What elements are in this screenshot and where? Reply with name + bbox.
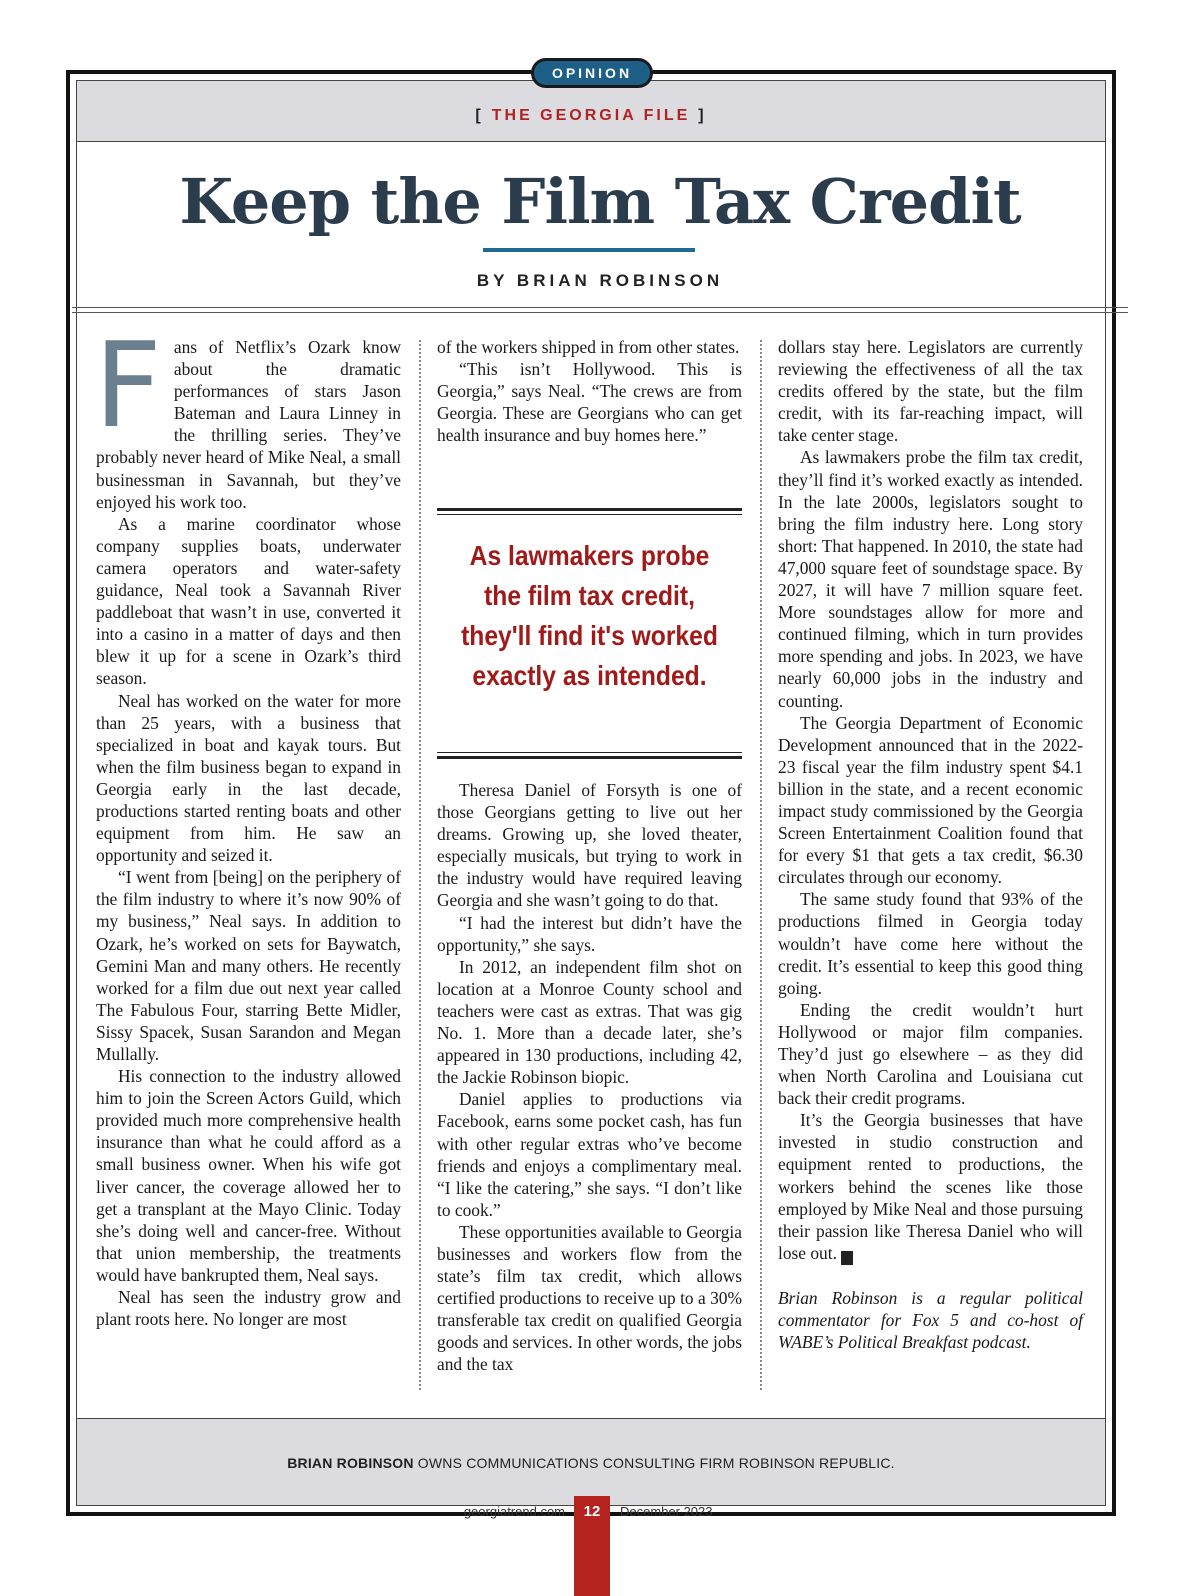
column-divider — [419, 340, 421, 1390]
section-pill: OPINION — [531, 58, 653, 88]
paragraph — [778, 1109, 1083, 1265]
paragraph: dollars stay here. Legislators are currently reviewing the effectiveness of all the tax credits offered by the state, but the film credit, with its far-reaching impact, will take center stage. — [778, 337, 1083, 446]
paragraph: In 2012, an independent film shot on location at a Monroe County school and teachers were cast as extras. That was gig No. 1. More than a decade later, she’s appeared in 130 productions, including 42, the Jackie Robinson biopic. — [437, 956, 742, 1088]
paragraph — [94, 316, 401, 513]
page-footer — [0, 1496, 1200, 1536]
footnote-name: BRIAN ROBINSON — [287, 1455, 414, 1471]
paragraph: Theresa Daniel of Forsyth is one of those Georgians getting to live out her dreams. Growing up, she loved theater, especially musicals, but trying to work in the industry would have required leaving Georgia and she wasn’t going to do that. — [437, 780, 742, 911]
headline: Keep the Film Tax Credit — [179, 165, 1021, 238]
pull-quote-bottom-rule — [437, 756, 742, 759]
paragraph-text: ans of Netflix’s Ozark know about the dramatic performances of stars Jason Bateman and Laura Linney in the thrilling series. They’ve probably never heard of Mike Neal, a small businessman in Savannah, but they’ve enjoyed his work too. — [96, 337, 401, 512]
paragraph: “This isn’t Hollywood. This is Georgia,” says Neal. “The crews are from Georgia. These are Georgians who can get health insurance and buy homes here.” — [437, 359, 742, 446]
paragraph: “I had the interest but didn’t have the opportunity,” she says. — [437, 912, 742, 955]
end-mark-icon: GT — [841, 1251, 853, 1265]
pull-quote-top-rule — [437, 508, 742, 511]
footer-date: December 2023 — [620, 1504, 713, 1519]
paragraph: The same study found that 93% of the productions filmed in Georgia today wouldn’t have come here without the credit. It’s essential to keep this good thing going. — [778, 889, 1083, 998]
paragraph: The Georgia Department of Economic Development announced that in the 2022-23 fiscal year the film industry spent $4.1 billion in the state, and a recent economic impact study commissioned by the Georgia Screen Entertainment Coalition found that for every $1 that gets a tax credit, $6.30 circulates through our economy. — [778, 712, 1083, 888]
column-1 — [94, 316, 401, 1396]
paragraph: Ending the credit wouldn’t hurt Hollywood or major film companies. They’d just go elsewhere – as they did when North Carolina and Louisiana cut back their credit programs. — [778, 999, 1083, 1109]
paragraph: Neal has seen the industry grow and plant roots here. No longer are most — [96, 1287, 401, 1330]
footer-site: georgiatrend.com — [463, 1504, 565, 1519]
footnote-band — [77, 1418, 1105, 1505]
page-number: 12 — [574, 1496, 610, 1596]
column-3 — [778, 336, 1083, 1396]
paragraph: His connection to the industry allowed him to join the Screen Actors Guild, which provided much more comprehensive health insurance than what he could afford as a small business owner. When his wife got liver cancer, the coverage allowed her to get a transplant at the Mayo Clinic. Today she’s doing well and cancer-free. Without that union membership, the treatments would have bankrupted them, Neal says. — [96, 1066, 401, 1285]
footnote-text: OWNS COMMUNICATIONS CONSULTING FIRM ROBINSON REPUBLIC. — [417, 1455, 895, 1471]
author-bio: Brian Robinson is a regular political commentator for Fox 5 and co-host of WABE’s Political Breakfast podcast. — [778, 1287, 1083, 1353]
paragraph: As a marine coordinator whose company supplies boats, underwater camera operators and water-safety guidance, Neal took a Savannah River paddleboat that wasn’t in use, converted it into a casino in a matter of days and then blew it up for a scene in Ozark’s third season. — [96, 513, 401, 689]
section-header-band — [77, 81, 1105, 142]
column-divider — [760, 340, 762, 1390]
drop-cap: F — [94, 316, 162, 454]
section-kicker — [77, 107, 1105, 125]
pull-quote-text: As lawmakers probe the film tax credit, they'll find it's worked exactly as intended. — [461, 540, 718, 691]
headline-underline — [483, 248, 695, 252]
author-footnote — [77, 1455, 1105, 1471]
kicker-text: THE GEORGIA FILE — [491, 107, 691, 124]
paragraph: Neal has worked on the water for more than 25 years, with a business that specialized in boat and kayak tours. But when the film business began to expand in Georgia early in the last decade, productions started renting boats and other equipment from him. He saw an opportunity and seized it. — [96, 690, 401, 866]
paragraph: As lawmakers probe the film tax credit, they’ll find it’s worked exactly as intended. In the late 2000s, legislators sought to bring the film industry here. Long story short: That happened. In 2010, the state had 47,000 square feet of soundstage space. By 2027, it will have 7 million square feet. More soundstages allow for more and continued filming, which in turn provides more spending and jobs. In 2023, we have nearly 60,000 jobs in the industry and counting. — [778, 447, 1083, 711]
kicker-bracket-open: [ — [475, 107, 484, 124]
paragraph: These opportunities available to Georgia businesses and workers flow from the state’s film tax credit, which allows certified productions to receive up to a 30% transferable tax credit on qualified Georgia goods and services. In other words, the jobs and the tax — [437, 1221, 742, 1375]
pull-quote-top-rule-thin — [437, 514, 742, 515]
pull-quote — [437, 508, 742, 763]
pull-quote-bottom-rule-thin — [437, 752, 742, 753]
paragraph-text: It’s the Georgia businesses that have invested in studio construction and equipment rented to productions, the workers behind the scenes like those employed by Mike Neal and those pursuing their passion like Theresa Daniel who will lose out. — [778, 1110, 1083, 1263]
header-divider-2 — [72, 312, 1128, 313]
byline: BY BRIAN ROBINSON — [476, 271, 724, 290]
kicker-bracket-close: ] — [698, 107, 707, 124]
header-divider — [72, 307, 1128, 308]
paragraph: “I went from [being] on the periphery of the film industry to where it’s now 90% of my business,” Neal says. In addition to Ozark, he’s worked on sets for Baywatch, Gemini Man and many others. He recently worked for a film due out next year called The Fabulous Four, starring Bette Midler, Sissy Spacek, Susan Sarandon and Megan Mullally. — [96, 867, 401, 1064]
paragraph: Daniel applies to productions via Facebook, earns some pocket cash, has fun with other regular extras who’ve become friends and enjoys a complimentary meal. “I like the catering,” she says. “I don’t like to cook.” — [437, 1089, 742, 1220]
paragraph: of the workers shipped in from other states. — [437, 337, 740, 357]
column-2-continued — [437, 779, 742, 1399]
